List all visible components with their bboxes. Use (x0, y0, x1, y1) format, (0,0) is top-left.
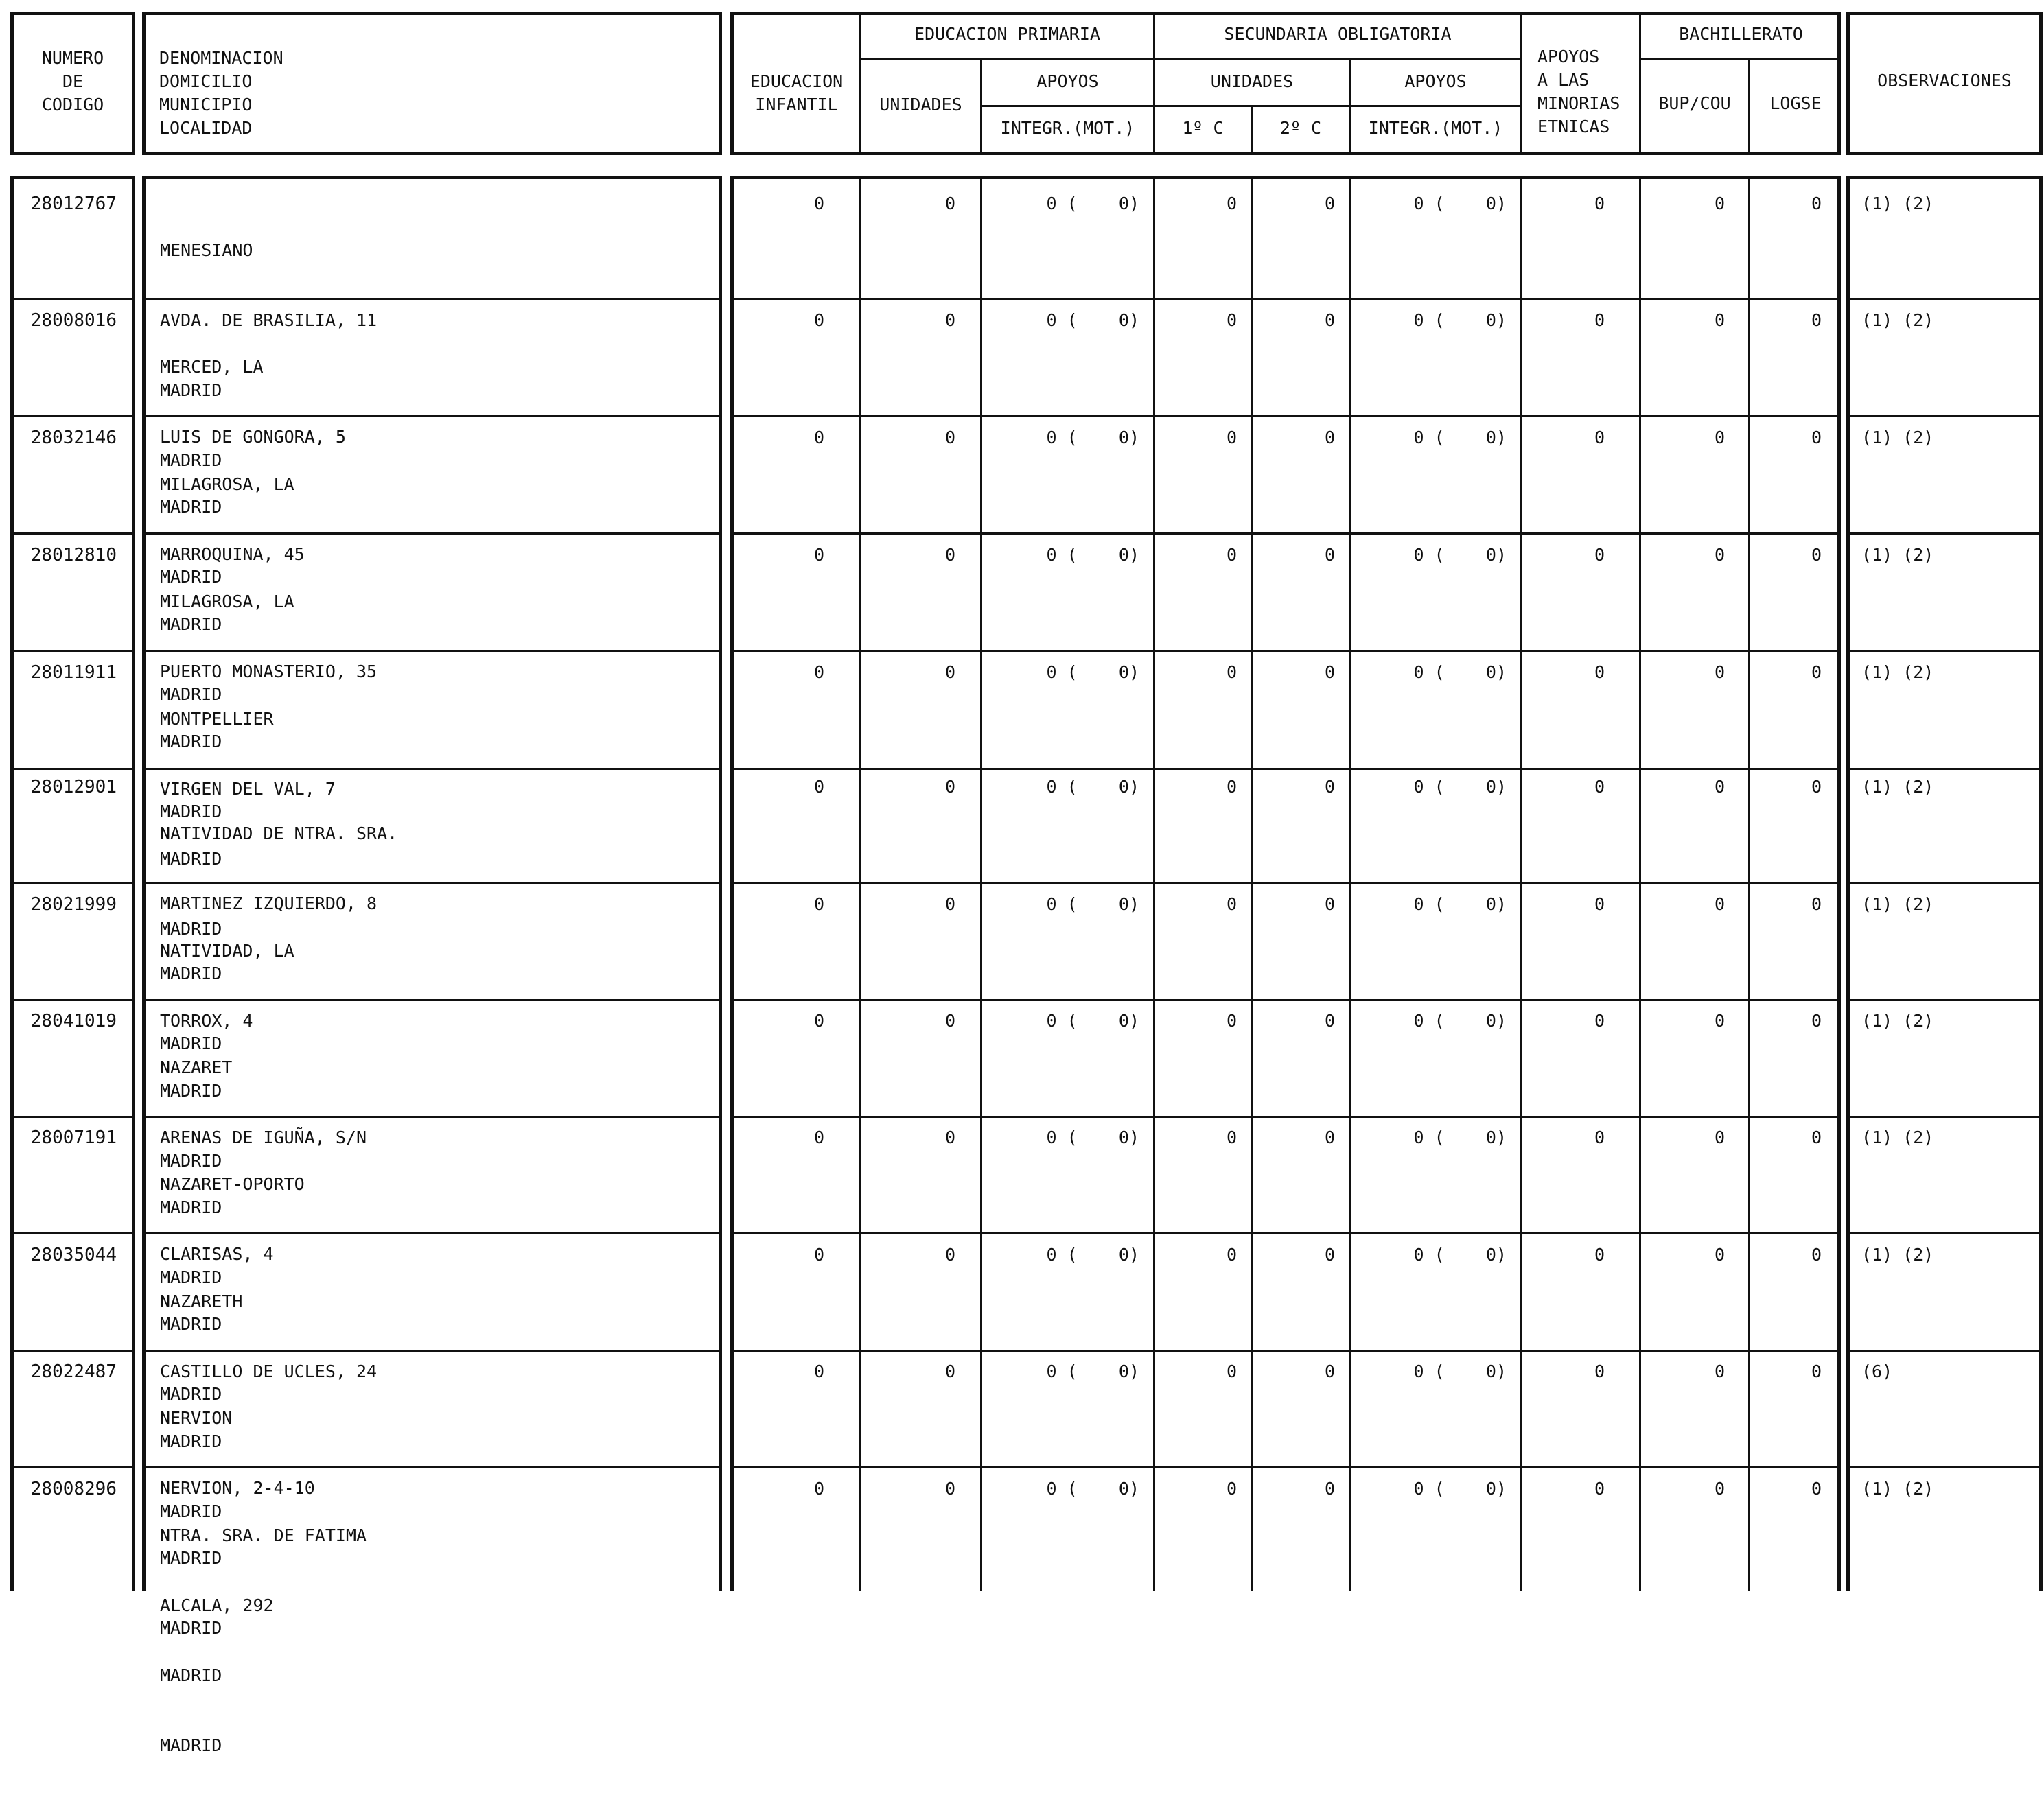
cell-sec-1c: 0 (1226, 194, 1237, 213)
cell-sec-1c: 0 (1226, 777, 1237, 797)
centro-localidad: MADRID (160, 1501, 222, 1521)
cell-primaria-apoyos: 0 ( 0) (1046, 1011, 1139, 1031)
cell-bup-cou: 0 (1714, 1127, 1725, 1147)
cell-minorias: 0 (1594, 894, 1605, 914)
cell-sec-1c: 0 (1226, 310, 1237, 330)
centro-localidad: MADRID (160, 801, 222, 821)
centro-domicilio: MARROQUINA, 45 (160, 544, 305, 564)
cell-codigo: 28008296 (30, 1479, 117, 1499)
cell-sec-1c: 0 (1226, 1127, 1237, 1147)
cell-sec-2c: 0 (1324, 545, 1335, 565)
centro-nombre: MENESIANO (160, 240, 253, 260)
cell-observaciones: (1) (2) (1861, 777, 1934, 797)
cell-sec-2c: 0 (1324, 777, 1335, 797)
cell-observaciones: (1) (2) (1861, 427, 1934, 447)
cell-logse: 0 (1811, 545, 1822, 565)
cell-secundaria-apoyos: 0 ( 0) (1413, 1479, 1507, 1499)
cell-bup-cou: 0 (1714, 194, 1725, 213)
centro-municipio: MADRID (160, 963, 222, 983)
cell-primaria-unidades: 0 (944, 777, 955, 797)
cell-sec-2c: 0 (1324, 894, 1335, 914)
cell-bup-cou: 0 (1714, 662, 1725, 682)
cell-minorias: 0 (1594, 545, 1605, 565)
centro-municipio: MADRID (160, 497, 222, 517)
cell-primaria-apoyos: 0 ( 0) (1046, 1479, 1139, 1499)
cell-sec-2c: 0 (1324, 662, 1335, 682)
header-primaria-unidades: UNIDADES (879, 95, 962, 115)
cell-sec-1c: 0 (1226, 1011, 1237, 1031)
centro-nombre: NAZARET-OPORTO (160, 1174, 305, 1194)
centro-localidad: MADRID (160, 1618, 222, 1638)
cell-logse: 0 (1811, 1127, 1822, 1147)
cell-secundaria-apoyos: 0 ( 0) (1413, 427, 1507, 447)
centro-municipio: MADRID (160, 1548, 222, 1568)
centro-nombre: MERCED, LA (160, 357, 264, 377)
cell-primaria-unidades: 0 (944, 1127, 955, 1147)
centro-localidad: MADRID (160, 1735, 222, 1755)
centro-municipio: MADRID (160, 1314, 222, 1334)
cell-educacion-infantil: 0 (813, 1479, 824, 1499)
cell-educacion-infantil: 0 (813, 777, 824, 797)
cell-bup-cou: 0 (1714, 894, 1725, 914)
cell-secundaria-apoyos: 0 ( 0) (1413, 662, 1507, 682)
cell-primaria-unidades: 0 (944, 894, 955, 914)
centro-municipio: MADRID (160, 1081, 222, 1101)
cell-educacion-infantil: 0 (813, 662, 824, 682)
cell-minorias: 0 (1594, 194, 1605, 213)
cell-logse: 0 (1811, 1479, 1822, 1499)
cell-primaria-unidades: 0 (944, 1011, 955, 1031)
header-apoyos-minorias: APOYOS A LAS MINORIAS ETNICAS (1537, 47, 1621, 137)
centro-localidad: MADRID (160, 567, 222, 587)
cell-observaciones: (1) (2) (1861, 1245, 1934, 1265)
centro-nombre: NATIVIDAD, LA (160, 941, 294, 961)
cell-secundaria-apoyos: 0 ( 0) (1413, 1127, 1507, 1147)
cell-educacion-infantil: 0 (813, 310, 824, 330)
centro-domicilio: TORROX, 4 (160, 1011, 253, 1031)
cell-bup-cou: 0 (1714, 777, 1725, 797)
header-secundaria-apoyos: APOYOS (1404, 71, 1467, 91)
centro-nombre: MONTPELLIER (160, 709, 274, 729)
cell-bup-cou: 0 (1714, 310, 1725, 330)
centro-domicilio: PUERTO MONASTERIO, 35 (160, 661, 378, 681)
centro-domicilio: ALCALA, 292 (160, 1595, 274, 1615)
cell-codigo: 28041019 (30, 1011, 117, 1031)
cell-sec-2c: 0 (1324, 1361, 1335, 1381)
centro-municipio: MADRID (160, 614, 222, 634)
cell-logse: 0 (1811, 777, 1822, 797)
cell-primaria-apoyos: 0 ( 0) (1046, 777, 1139, 797)
cell-sec-2c: 0 (1324, 1245, 1335, 1265)
cell-primaria-apoyos: 0 ( 0) (1046, 545, 1139, 565)
centro-municipio: MADRID (160, 849, 222, 869)
cell-primaria-unidades: 0 (944, 194, 955, 213)
cell-bup-cou: 0 (1714, 1011, 1725, 1031)
cell-observaciones: (1) (2) (1861, 894, 1934, 914)
cell-observaciones: (1) (2) (1861, 310, 1934, 330)
header-primaria-integr-mot: INTEGR.(MOT.) (1000, 118, 1135, 138)
centro-localidad: MADRID (160, 1267, 222, 1287)
centro-municipio: MADRID (160, 380, 222, 400)
header-educacion-infantil: EDUCACION INFANTIL (750, 71, 844, 115)
centro-domicilio: LUIS DE GONGORA, 5 (160, 427, 346, 447)
centro-localidad: MADRID (160, 1384, 222, 1404)
header-observaciones: OBSERVACIONES (1877, 71, 2012, 91)
cell-educacion-infantil: 0 (813, 194, 824, 213)
header-segundo-ciclo: 2º C (1279, 118, 1322, 138)
cell-minorias: 0 (1594, 310, 1605, 330)
cell-sec-2c: 0 (1324, 1127, 1335, 1147)
cell-sec-1c: 0 (1226, 1361, 1237, 1381)
cell-primaria-apoyos: 0 ( 0) (1046, 662, 1139, 682)
cell-codigo: 28021999 (30, 894, 117, 915)
cell-primaria-unidades: 0 (944, 1245, 955, 1265)
cell-codigo: 28011911 (30, 662, 117, 683)
cell-secundaria-apoyos: 0 ( 0) (1413, 777, 1507, 797)
cell-codigo: 28008016 (30, 310, 117, 331)
header-primer-ciclo: 1º C (1182, 118, 1224, 138)
cell-sec-1c: 0 (1226, 545, 1237, 565)
cell-bup-cou: 0 (1714, 1245, 1725, 1265)
centro-domicilio: NERVION, 2-4-10 (160, 1478, 315, 1498)
cell-educacion-infantil: 0 (813, 427, 824, 447)
cell-primaria-apoyos: 0 ( 0) (1046, 1127, 1139, 1147)
cell-logse: 0 (1811, 310, 1822, 330)
cell-primaria-apoyos: 0 ( 0) (1046, 194, 1139, 213)
centro-localidad: MADRID (160, 919, 222, 939)
cell-logse: 0 (1811, 427, 1822, 447)
header-bup-cou: BUP/COU (1658, 93, 1731, 113)
cell-logse: 0 (1811, 1011, 1822, 1031)
header-educacion-primaria: EDUCACION PRIMARIA (914, 24, 1100, 44)
cell-minorias: 0 (1594, 1011, 1605, 1031)
cell-logse: 0 (1811, 1361, 1822, 1381)
header-secundaria-integr-mot: INTEGR.(MOT.) (1368, 118, 1503, 138)
cell-sec-2c: 0 (1324, 194, 1335, 213)
cell-primaria-unidades: 0 (944, 427, 955, 447)
cell-educacion-infantil: 0 (813, 1361, 824, 1381)
centro-localidad: MADRID (160, 1033, 222, 1053)
header-denominacion: DENOMINACION DOMICILIO MUNICIPIO LOCALIDAD (159, 48, 283, 138)
cell-minorias: 0 (1594, 777, 1605, 797)
centro-localidad: MADRID (160, 1151, 222, 1171)
cell-codigo: 28012901 (30, 777, 117, 797)
cell-logse: 0 (1811, 662, 1822, 682)
centro-nombre: NAZARET (160, 1057, 233, 1077)
cell-secundaria-apoyos: 0 ( 0) (1413, 894, 1507, 914)
cell-primaria-apoyos: 0 ( 0) (1046, 894, 1139, 914)
centro-localidad: MADRID (160, 684, 222, 704)
header-logse: LOGSE (1769, 93, 1822, 113)
cell-observaciones: (1) (2) (1861, 1479, 1934, 1499)
cell-educacion-infantil: 0 (813, 1127, 824, 1147)
centro-nombre: NATIVIDAD DE NTRA. SRA. (160, 823, 398, 843)
cell-observaciones: (1) (2) (1861, 1011, 1934, 1031)
cell-codigo: 28035044 (30, 1245, 117, 1265)
cell-bup-cou: 0 (1714, 1479, 1725, 1499)
centro-domicilio: MARTINEZ IZQUIERDO, 8 (160, 893, 378, 913)
cell-codigo: 28022487 (30, 1361, 117, 1382)
cell-minorias: 0 (1594, 1127, 1605, 1147)
cell-secundaria-apoyos: 0 ( 0) (1413, 1011, 1507, 1031)
cell-logse: 0 (1811, 194, 1822, 213)
cell-observaciones: (1) (2) (1861, 662, 1934, 682)
cell-logse: 0 (1811, 894, 1822, 914)
cell-codigo: 28012810 (30, 545, 117, 565)
cell-primaria-unidades: 0 (944, 545, 955, 565)
cell-secundaria-apoyos: 0 ( 0) (1413, 310, 1507, 330)
cell-secundaria-apoyos: 0 ( 0) (1413, 194, 1507, 213)
cell-minorias: 0 (1594, 1479, 1605, 1499)
cell-logse: 0 (1811, 1245, 1822, 1265)
centro-domicilio: VIRGEN DEL VAL, 7 (160, 779, 336, 799)
centro-municipio: MADRID (160, 1665, 222, 1685)
cell-primaria-unidades: 0 (944, 310, 955, 330)
cell-minorias: 0 (1594, 662, 1605, 682)
header-secundaria-unidades: UNIDADES (1210, 71, 1294, 91)
cell-sec-1c: 0 (1226, 1245, 1237, 1265)
cell-primaria-unidades: 0 (944, 1479, 955, 1499)
cell-sec-1c: 0 (1226, 427, 1237, 447)
cell-minorias: 0 (1594, 1245, 1605, 1265)
cell-educacion-infantil: 0 (813, 894, 824, 914)
centro-nombre: MILAGROSA, LA (160, 474, 294, 494)
cell-sec-2c: 0 (1324, 427, 1335, 447)
cell-educacion-infantil: 0 (813, 1011, 824, 1031)
cell-secundaria-apoyos: 0 ( 0) (1413, 1245, 1507, 1265)
cell-observaciones: (6) (1861, 1361, 1893, 1381)
header-secundaria-obligatoria: SECUNDARIA OBLIGATORIA (1224, 24, 1452, 44)
cell-codigo: 28012767 (30, 194, 117, 214)
cell-denominacion (160, 1477, 367, 1804)
cell-bup-cou: 0 (1714, 1361, 1725, 1381)
centro-nombre: NTRA. SRA. DE FATIMA (160, 1525, 367, 1545)
cell-primaria-apoyos: 0 ( 0) (1046, 427, 1139, 447)
cell-sec-1c: 0 (1226, 662, 1237, 682)
centro-municipio: MADRID (160, 731, 222, 751)
cell-observaciones: (1) (2) (1861, 1127, 1934, 1147)
cell-observaciones: (1) (2) (1861, 545, 1934, 565)
cell-minorias: 0 (1594, 1361, 1605, 1381)
cell-sec-2c: 0 (1324, 310, 1335, 330)
cell-sec-2c: 0 (1324, 1011, 1335, 1031)
cell-codigo: 28032146 (30, 427, 117, 448)
centro-nombre: MILAGROSA, LA (160, 591, 294, 611)
cell-secundaria-apoyos: 0 ( 0) (1413, 545, 1507, 565)
cell-sec-2c: 0 (1324, 1479, 1335, 1499)
centro-domicilio: ARENAS DE IGUÑA, S/N (160, 1127, 367, 1147)
centro-nombre: NERVION (160, 1408, 233, 1428)
header-primaria-apoyos: APOYOS (1036, 71, 1099, 91)
header-numero-codigo: NUMERO DE CODIGO (41, 48, 104, 115)
centro-localidad: MADRID (160, 450, 222, 470)
cell-codigo: 28007191 (30, 1127, 117, 1148)
cell-primaria-apoyos: 0 ( 0) (1046, 1245, 1139, 1265)
cell-minorias: 0 (1594, 427, 1605, 447)
cell-primaria-unidades: 0 (944, 1361, 955, 1381)
cell-educacion-infantil: 0 (813, 545, 824, 565)
cell-secundaria-apoyos: 0 ( 0) (1413, 1361, 1507, 1381)
cell-sec-1c: 0 (1226, 894, 1237, 914)
centro-municipio: MADRID (160, 1431, 222, 1451)
centro-municipio: MADRID (160, 1197, 222, 1217)
cell-sec-1c: 0 (1226, 1479, 1237, 1499)
cell-bup-cou: 0 (1714, 545, 1725, 565)
centro-domicilio: CLARISAS, 4 (160, 1244, 274, 1264)
cell-observaciones: (1) (2) (1861, 194, 1934, 213)
cell-bup-cou: 0 (1714, 427, 1725, 447)
centro-nombre: NAZARETH (160, 1291, 243, 1311)
header-bachillerato: BACHILLERATO (1679, 24, 1803, 44)
cell-primaria-unidades: 0 (944, 662, 955, 682)
cell-primaria-apoyos: 0 ( 0) (1046, 310, 1139, 330)
cell-primaria-apoyos: 0 ( 0) (1046, 1361, 1139, 1381)
centro-domicilio: CASTILLO DE UCLES, 24 (160, 1361, 378, 1381)
cell-educacion-infantil: 0 (813, 1245, 824, 1265)
centro-domicilio: AVDA. DE BRASILIA, 11 (160, 310, 378, 330)
